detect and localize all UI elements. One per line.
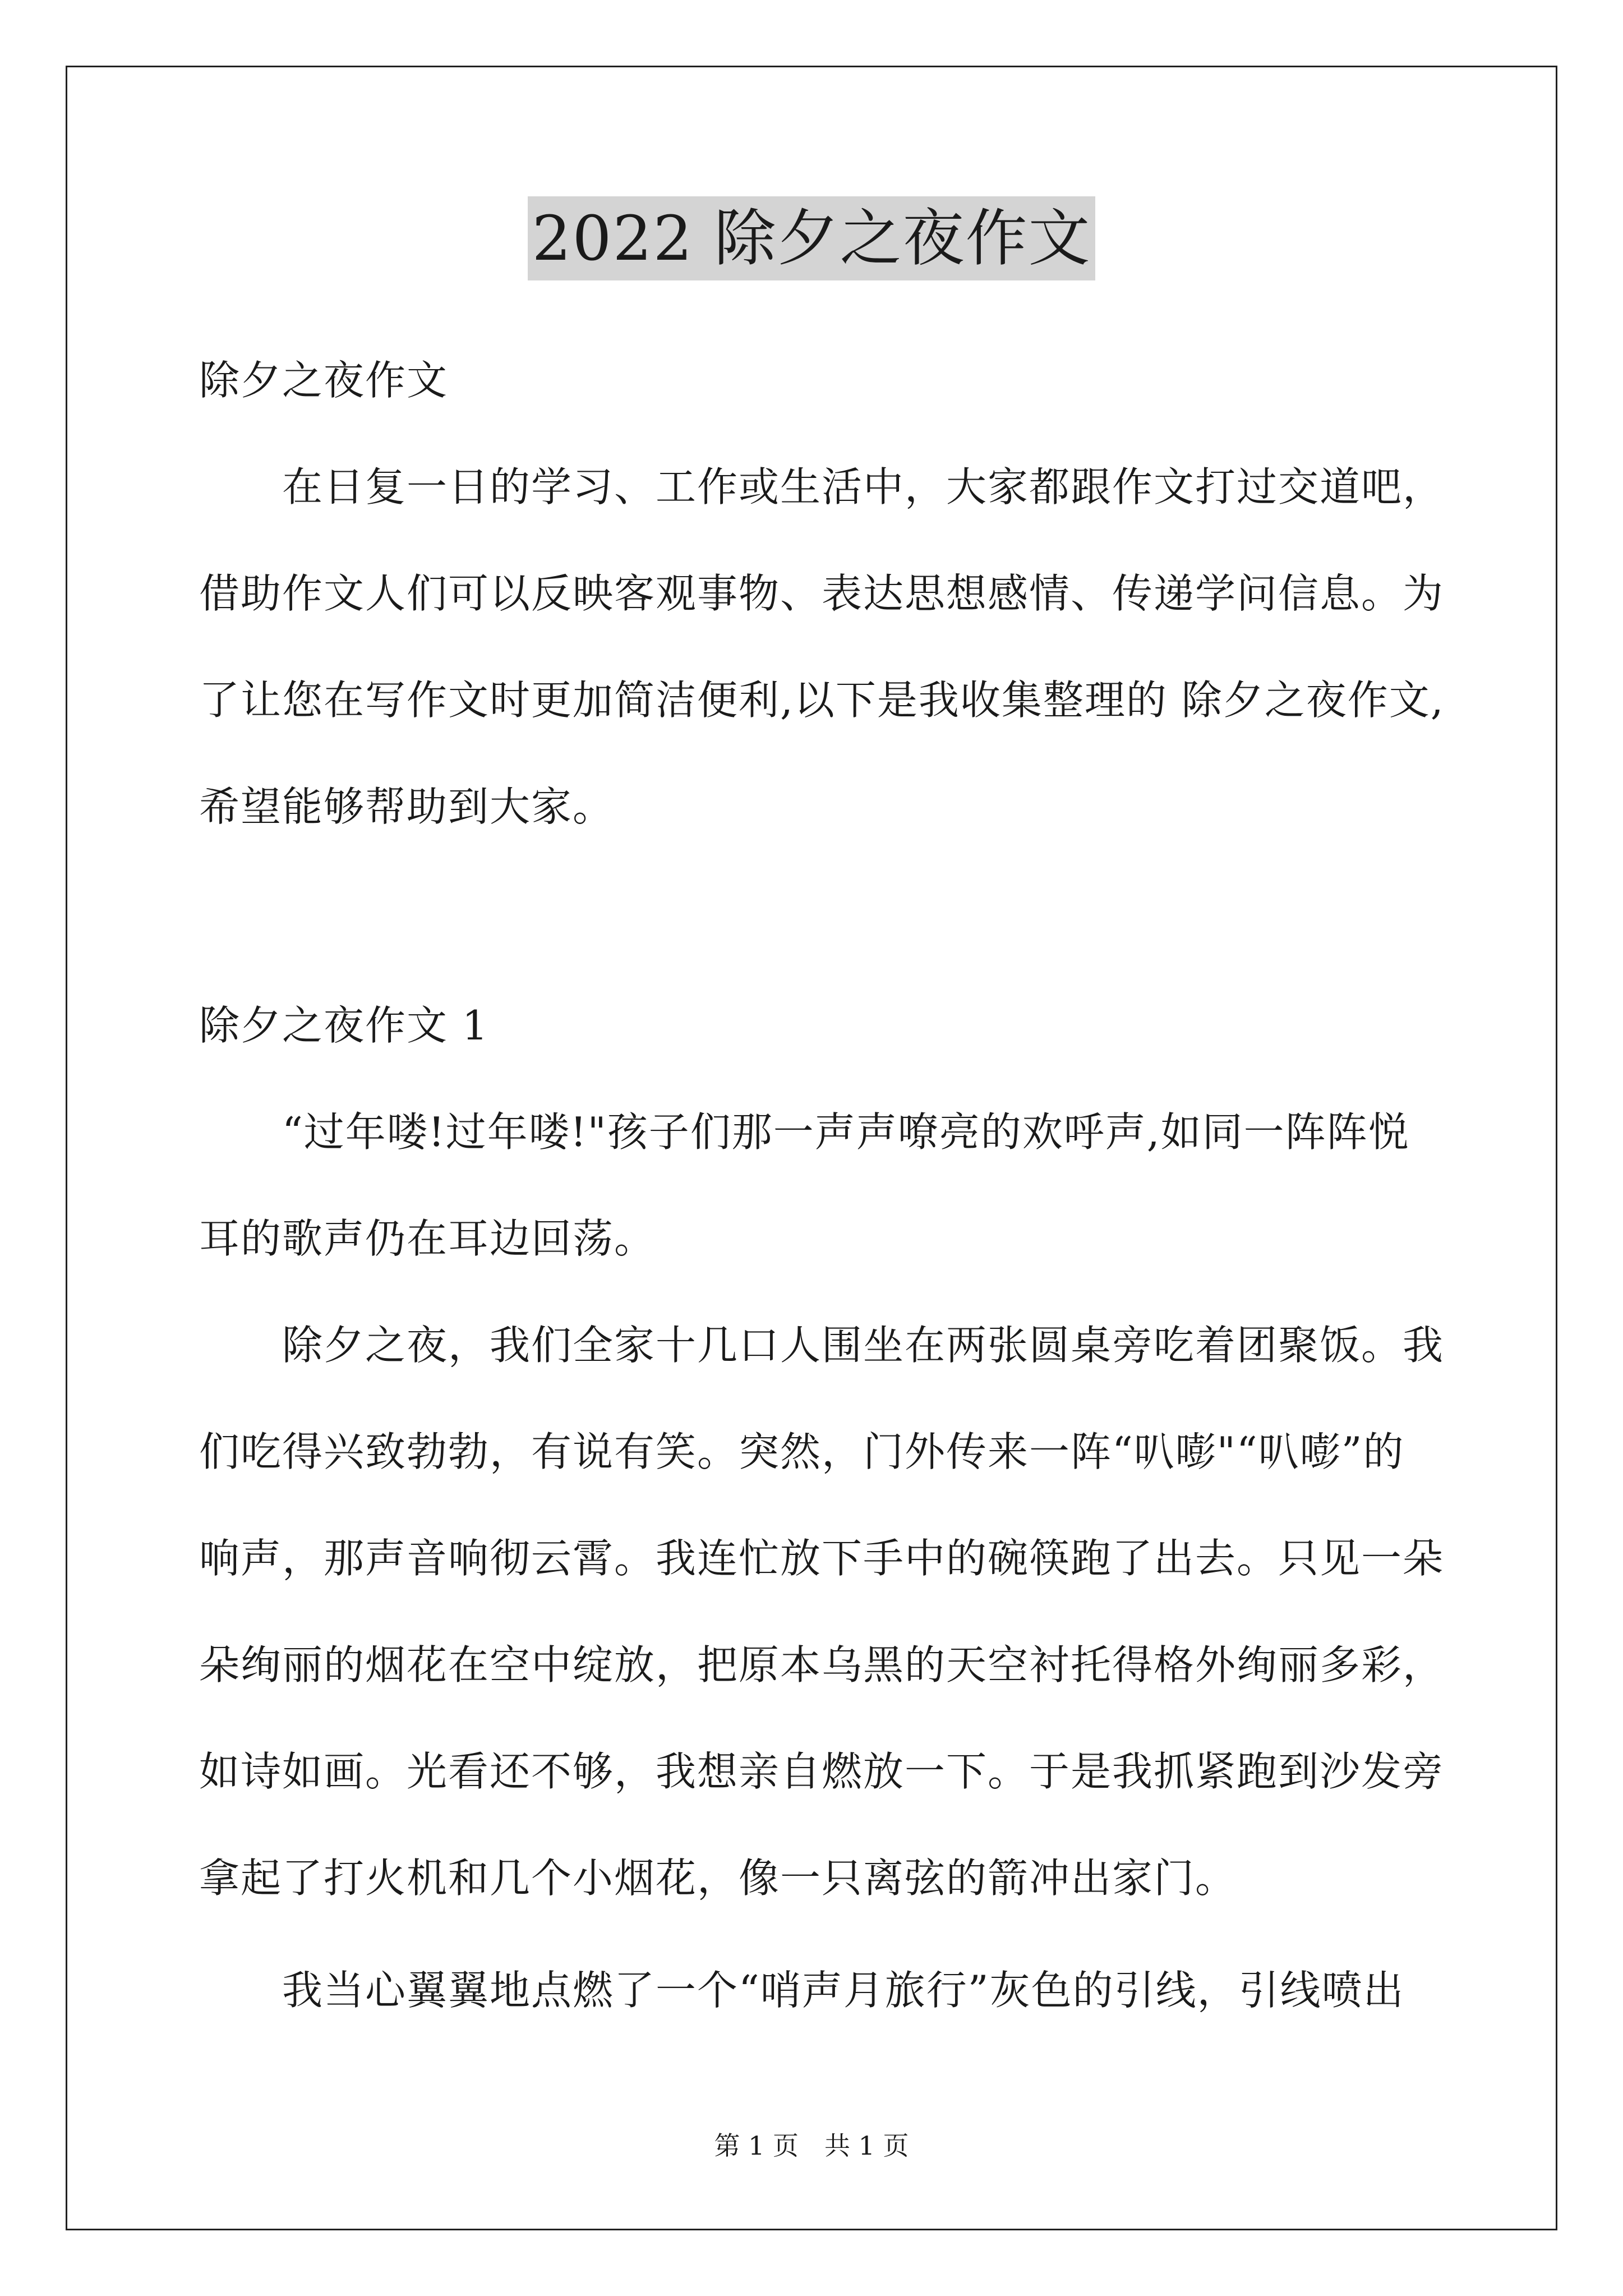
text-line: 借助作文人们可以反映客观事物、表达思想感情、传递学问信息。为 <box>199 570 1445 617</box>
document-title: 2022 除夕之夜作文 <box>528 196 1096 280</box>
page-number-footer: 第 1 页 共 1 页 <box>714 2131 909 2161</box>
text-line: 响声，那声音响彻云霄。我连忙放下手中的碗筷跑了出去。只见一朵 <box>199 1535 1445 1582</box>
section-heading: 除夕之夜作文 <box>199 357 449 404</box>
text-line: 我当心翼翼地点燃了一个“哨声月旅行”灰色的引线，引线喷出 <box>199 1967 1405 2014</box>
text-line: 耳的歌声仍在耳边回荡。 <box>199 1215 656 1262</box>
text-line: 如诗如画。光看还不够，我想亲自燃放一下。于是我抓紧跑到沙发旁 <box>199 1748 1445 1795</box>
text-line: 了让您在写作文时更加简洁便利,以下是我收集整理的 除夕之夜作文, <box>199 677 1445 724</box>
text-line: 希望能够帮助到大家。 <box>199 783 615 830</box>
section-heading: 除夕之夜作文 1 <box>199 1002 489 1049</box>
text-line: 们吃得兴致勃勃，有说有笑。突然，门外传来一阵“叭嘭"“叭嘭”的 <box>199 1428 1405 1475</box>
text-line: 朵绚丽的烟花在空中绽放，把原本乌黑的天空衬托得格外绚丽多彩， <box>199 1641 1445 1688</box>
title-container <box>0 196 1623 280</box>
text-line: 在日复一日的学习、工作或生活中，大家都跟作文打过交道吧， <box>199 463 1445 510</box>
text-line: “过年喽!过年喽!"孩子们那一声声嘹亮的欢呼声,如同一阵阵悦 <box>199 1108 1410 1156</box>
text-line: 拿起了打火机和几个小烟花，像一只离弦的箭冲出家门。 <box>199 1855 1237 1902</box>
text-line: 除夕之夜，我们全家十几口人围坐在两张圆桌旁吃着团聚饭。我 <box>199 1322 1445 1369</box>
